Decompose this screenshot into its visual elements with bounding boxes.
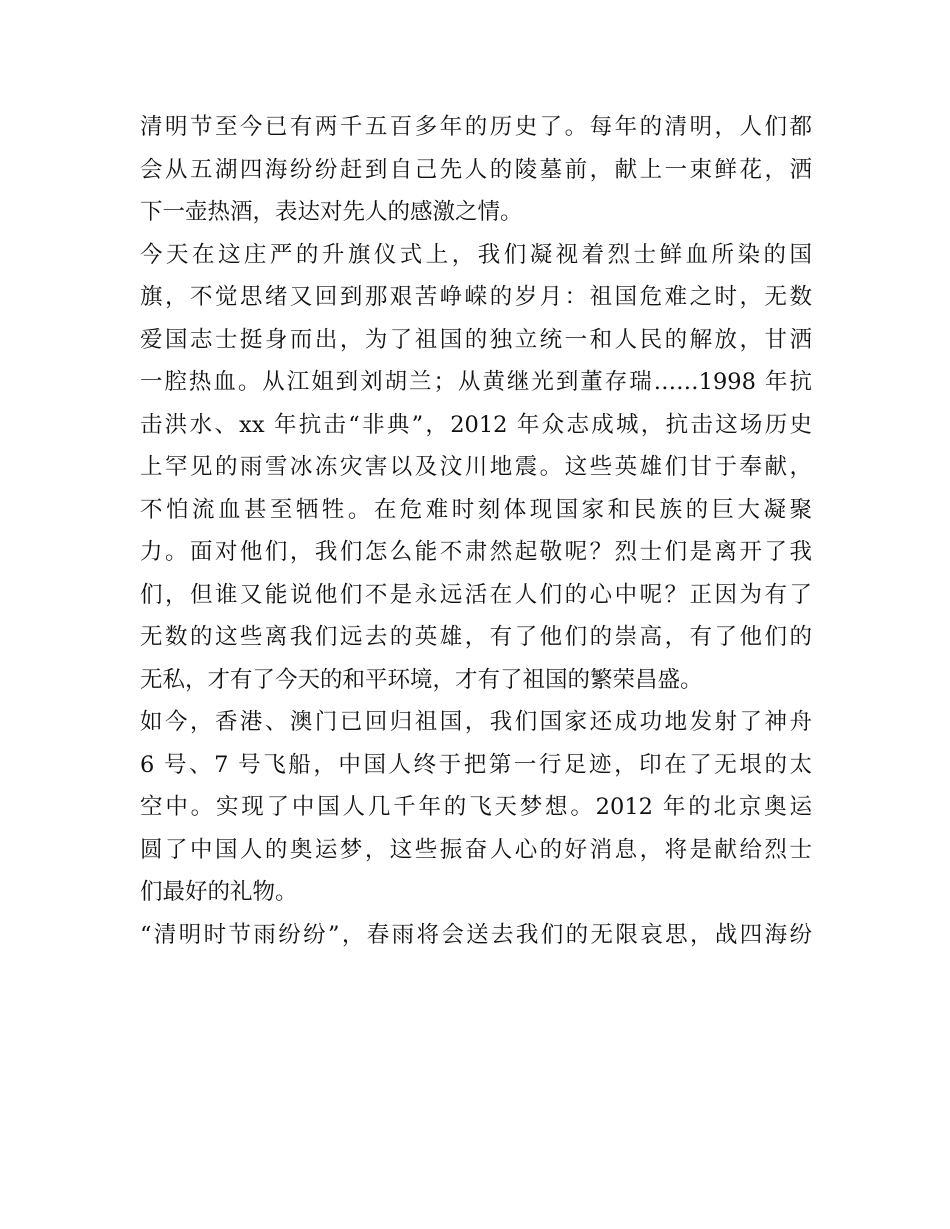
text-line-7: 一腔热血。从江姐到刘胡兰；从黄继光到董存瑞……1998 年抗 xyxy=(140,369,812,395)
text-line-17: 空中。实现了中国人几千年的飞天梦想。2012 年的北京奥运 xyxy=(140,794,812,820)
text-line-5: 旗，不觉思绪又回到那艰苦峥嵘的岁月：祖国危难之时，无数 xyxy=(140,284,812,310)
text-line-11: 力。面对他们，我们怎么能不肃然起敬呢？烈士们是离开了我 xyxy=(140,539,812,565)
text-line-14: 无私，才有了今天的和平环境，才有了祖国的繁荣昌盛。 xyxy=(140,666,703,693)
text-line-20: “清明时节雨纷纷”，春雨将会送去我们的无限哀思，战四海纷 xyxy=(140,921,812,948)
text-line-18: 圆了中国人的奥运梦，这些振奋人心的好消息，将是献给烈士 xyxy=(140,836,812,863)
text-line-15: 如今，香港、澳门已回归祖国，我们国家还成功地发射了神舟 xyxy=(140,709,812,735)
text-line-8: 击洪水、xx 年抗击“非典”，2012 年众志成城，抗击这场历史 xyxy=(140,411,812,438)
text-line-12: 们，但谁又能说他们不是永远活在人们的心中呢？正因为有了 xyxy=(140,581,812,608)
text-line-1: 清明节至今已有两千五百多年的历史了。每年的清明，人们都 xyxy=(140,114,812,140)
text-line-13: 无数的这些离我们远去的英雄，有了他们的崇高，有了他们的 xyxy=(140,624,812,650)
text-line-6: 爱国志士挺身而出，为了祖国的独立统一和人民的解放，甘洒 xyxy=(140,326,812,353)
text-line-2: 会从五湖四海纷纷赶到自己先人的陵墓前，献上一束鲜花，洒 xyxy=(140,156,812,183)
text-line-16: 6 号、7 号飞船，中国人终于把第一行足迹，印在了无垠的太 xyxy=(140,751,812,778)
text-line-4: 今天在这庄严的升旗仪式上，我们凝视着烈士鲜血所染的国 xyxy=(140,241,812,268)
text-line-10: 不怕流血甚至牺牲。在危难时刻体现国家和民族的巨大凝聚 xyxy=(140,496,812,523)
text-line-19: 们最好的礼物。 xyxy=(140,879,298,905)
document-body xyxy=(140,106,812,956)
text-line-9: 上罕见的雨雪冰冻灾害以及汶川地震。这些英雄们甘于奉献， xyxy=(140,454,812,480)
text-line-3: 下一壶热酒，表达对先人的感激之情。 xyxy=(140,199,523,225)
